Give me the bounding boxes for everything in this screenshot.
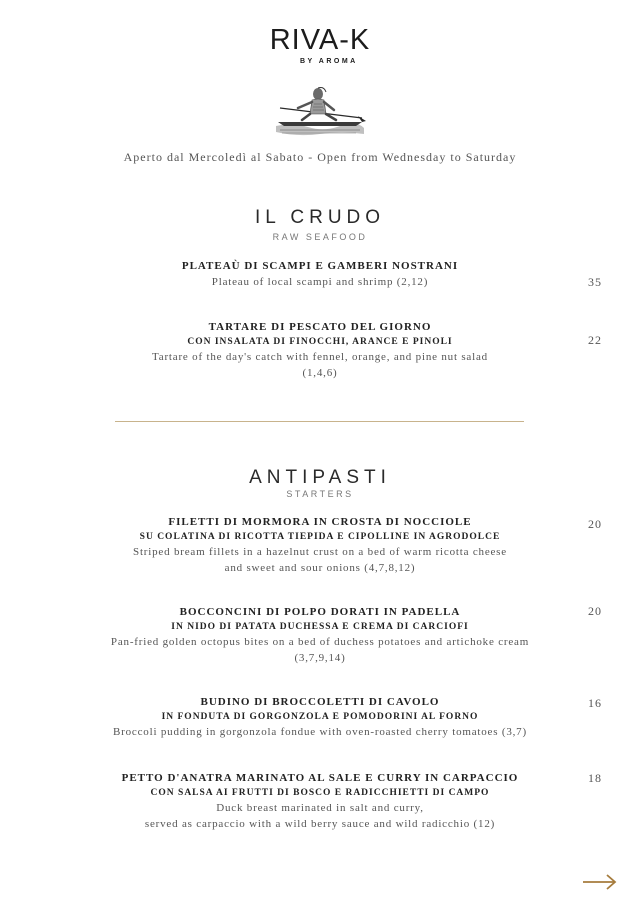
- section-subtitle-starters: STARTERS: [286, 489, 354, 499]
- item-price: 20: [588, 517, 602, 531]
- menu-item: [90, 605, 550, 666]
- arrow-right-icon[interactable]: [582, 872, 618, 892]
- item-name: FILETTI DI MORMORA IN CROSTA DI NOCCIOLE: [168, 516, 472, 528]
- logo: [0, 24, 640, 65]
- item-name: BOCCONCINI DI POLPO DORATI IN PADELLA: [179, 606, 461, 618]
- item-price: 16: [588, 696, 602, 710]
- item-price: 22: [588, 333, 602, 347]
- item-allergens: (1,4,6): [302, 367, 338, 379]
- section-subtitle-raw-seafood: RAW SEAFOOD: [272, 232, 368, 242]
- item-subtitle: CON INSALATA DI FINOCCHI, ARANCE E PINOLI: [187, 337, 453, 347]
- logo-sub: BY AROMA: [300, 58, 358, 65]
- item-subtitle: IN NIDO DI PATATA DUCHESSA E CREMA DI CARCIOFI: [171, 622, 469, 632]
- logo-main: RIVA-K: [269, 24, 371, 56]
- item-description: Pan-fried golden octopus bites on a bed of duchess potatoes and artichoke cream: [110, 636, 530, 648]
- item-name: TARTARE DI PESCATO DEL GIORNO: [208, 321, 432, 333]
- section-divider: [115, 421, 524, 422]
- item-price: 35: [588, 275, 602, 289]
- menu-item: [90, 695, 550, 740]
- item-description: and sweet and sour onions (4,7,8,12): [224, 562, 416, 574]
- menu-item: [90, 259, 550, 290]
- section-title-antipasti: ANTIPASTI: [249, 467, 391, 488]
- item-description: served as carpaccio with a wild berry sauce and wild radicchio (12): [144, 818, 496, 830]
- item-subtitle: IN FONDUTA DI GORGONZOLA E POMODORINI AL FORNO: [161, 712, 479, 722]
- menu-item: [90, 320, 550, 381]
- item-description: Tartare of the day's catch with fennel, orange, and pine nut salad: [152, 351, 488, 363]
- item-description: Striped bream fillets in a hazelnut crust on a bed of warm ricotta cheese: [133, 546, 507, 558]
- item-description: Duck breast marinated in salt and curry,: [216, 802, 424, 814]
- item-price: 20: [588, 604, 602, 618]
- item-subtitle: SU COLATINA DI RICOTTA TIEPIDA E CIPOLLINE IN AGRODOLCE: [139, 532, 501, 542]
- menu-item: [90, 515, 550, 576]
- item-description: Broccoli pudding in gorgonzola fondue with oven-roasted cherry tomatoes (3,7): [113, 726, 527, 738]
- item-price: 18: [588, 771, 602, 785]
- item-subtitle: CON SALSA AI FRUTTI DI BOSCO E RADICCHIETTI DI CAMPO: [150, 788, 490, 798]
- item-name: PLATEAÙ DI SCAMPI E GAMBERI NOSTRANI: [181, 260, 459, 272]
- menu-item: [90, 771, 550, 832]
- item-allergens: (3,7,9,14): [294, 652, 346, 664]
- item-name: PETTO D'ANATRA MARINATO AL SALE E CURRY IN CARPACCIO: [121, 772, 519, 784]
- opening-days: Aperto dal Mercoledì al Sabato - Open from Wednesday to Saturday: [123, 150, 517, 164]
- item-name: BUDINO DI BROCCOLETTI DI CAVOLO: [200, 696, 440, 708]
- rower-engraving-illustration: [272, 84, 368, 142]
- item-description: Plateau of local scampi and shrimp (2,12): [211, 276, 429, 288]
- section-title-il-crudo: IL CRUDO: [254, 207, 386, 228]
